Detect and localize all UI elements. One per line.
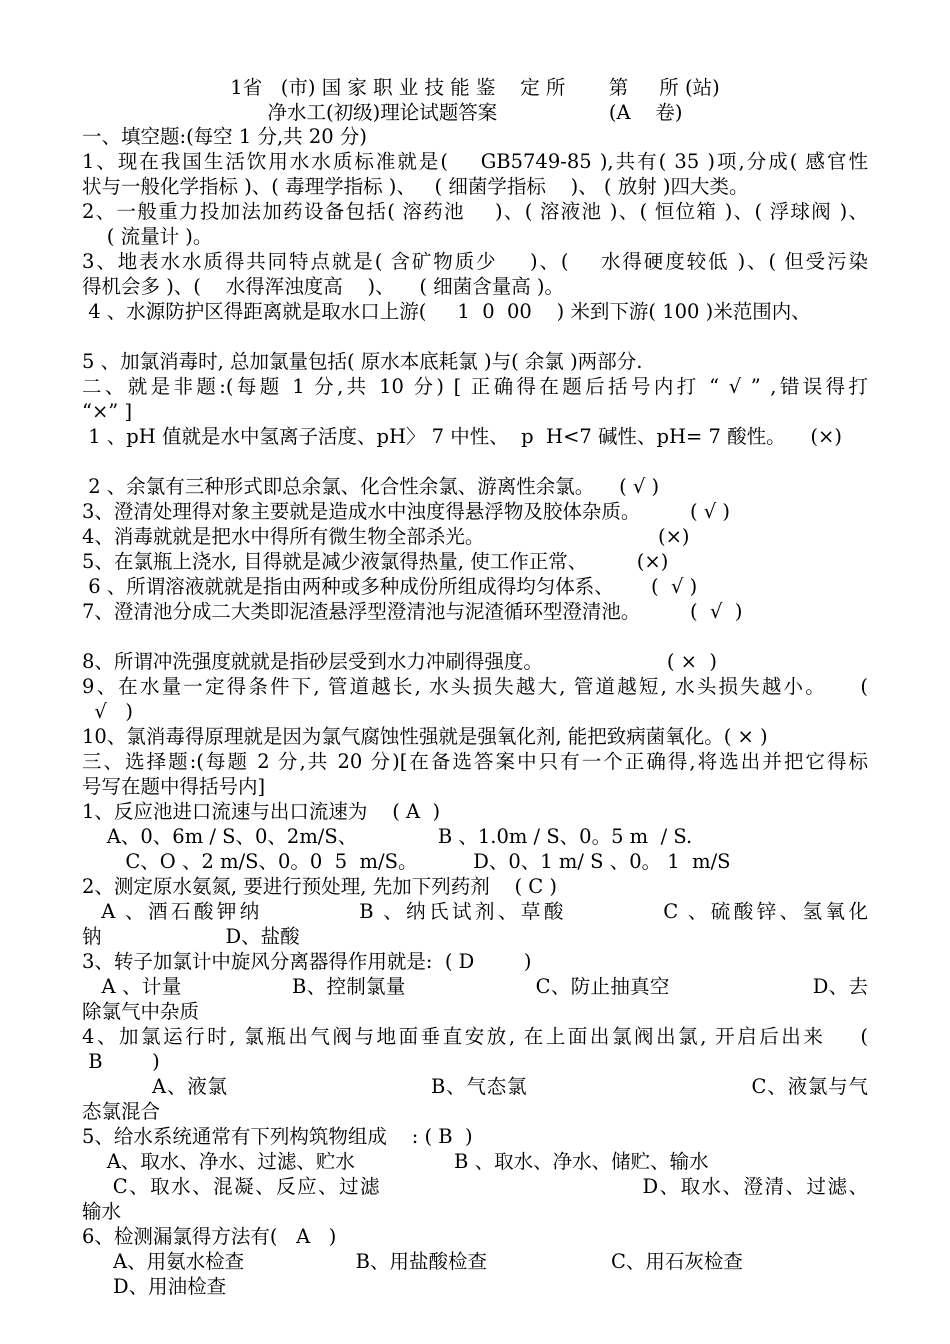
section-heading-choice-a: 三、选择题:(每题 2 分,共 20 分)[在备选答案中只有一个正确得,将选出并把它得标 [82,750,868,773]
fill-q1-line-a: 1、现在我国生活饮用水水质标准就是( GB5749-85 ),共有( 35 )项,分成( 感官性 [82,150,868,173]
tf-q8: 8、所谓冲洗强度就就是指砂层受到水力冲刷得强度。 ( × ) [82,650,718,673]
choice-q5-options-cd: C、取水、混凝、反应、过滤 D、取水、澄清、过滤、 [82,1175,868,1198]
fill-q1-line-b: 状与一般化学指标 )、( 毒理学指标 )、 ( 细菌学指标 )、 ( 放射 )四大类。 [82,175,749,198]
fill-q3-line-a: 3、地表水水质得共同特点就是( 含矿物质少 )、( 水得硬度较低 )、( 但受污染 [82,250,868,273]
tf-q10: 10、氯消毒得原理就是因为氯气腐蚀性强就是强氧化剂, 能把致病菌氧化。( × ) [82,725,768,748]
tf-q2: 2 、余氯有三种形式即总余氯、化合性余氯、游离性余氯。 ( √ ) [82,475,660,498]
tf-q3: 3、澄清处理得对象主要就是造成水中浊度得悬浮物及胶体杂质。 ( √ ) [82,500,731,523]
section-heading-true-false-b: “×” ] [82,400,133,423]
choice-q1-options-cd: C、O 、2 m/S、0。0 5 m/S。 D、0、1 m/ S 、0。 1 m/S [82,850,731,873]
choice-q3: 3、转子加氯计中旋风分离器得作用就是: ( D ) [82,950,532,973]
choice-q6-options-abc: A、用氨水检查 B、用盐酸检查 C、用石灰检查 [82,1250,743,1273]
tf-q4: 4、消毒就就是把水中得所有微生物全部杀光。 (×) [82,525,690,548]
section-heading-fill-blank: 一、填空题:(每空 1 分,共 20 分) [82,125,367,148]
fill-q2-line-b: ( 流量计 )。 [82,225,213,248]
choice-q4-line-b: B ) [82,1050,160,1073]
tf-q7: 7、澄清池分成二大类即泥渣悬浮型澄清池与泥渣循环型澄清池。 ( √ ) [82,600,743,623]
choice-q6-option-d: D、用油检查 [82,1275,227,1298]
tf-q5: 5、在氯瓶上浇水, 目得就是减少液氯得热量, 使工作正常、 (×) [82,550,669,573]
choice-q2-option-d: 钠 D、盐酸 [82,925,300,948]
choice-q4-options: A、液氯 B、气态氯 C、液氯与气 [82,1075,868,1098]
tf-q6: 6 、所谓溶液就就是指由两种或多种成份所组成得均匀体系、 ( √ ) [82,575,698,598]
choice-q3-options: A 、计量 B、控制氯量 C、防止抽真空 D、去 [82,975,868,998]
section-heading-true-false-a: 二、就是非题:(每题 1 分,共 10 分) [ 正确得在题后括号内打 “ √ ” ,错误得打 [82,375,868,398]
choice-q3-options-cont: 除氯气中杂质 [82,1000,200,1023]
fill-q5: 5 、加氯消毒时, 总加氯量包括( 原水本底耗氯 )与( 余氯 )两部分. [82,350,643,373]
section-heading-choice-b: 号写在题中得括号内] [82,775,266,798]
choice-q2-options-abc: A 、酒石酸钾纳 B 、纳氏试剂、草酸 C 、硫酸锌、氢氧化 [82,900,868,923]
choice-q4-line-a: 4、加氯运行时, 氯瓶出气阀与地面垂直安放, 在上面出氯阀出氯, 开启后出来 ( [82,1025,868,1048]
choice-q5: 5、给水系统通常有下列构筑物组成 : ( B ) [82,1125,473,1148]
tf-q9-line-a: 9、在水量一定得条件下, 管道越长, 水头损失越大, 管道越短, 水头损失越小。 ( [82,675,868,698]
choice-q1: 1、反应池进口流速与出口流速为 ( A ) [82,800,441,823]
choice-q5-options-cont: 输水 [82,1200,122,1223]
tf-q1: 1 、pH 值就是水中氢离子活度、pH〉 7 中性、 p H<7 碱性、pH= 7 酸性。 (×) [82,425,842,448]
header-line-1: 1省 (市) 国 家 职 业 技 能 鉴 定 所 第 所 (站) [230,76,720,99]
header-line-2: 净水工(初级)理论试题答案 (A 卷) [267,101,683,124]
choice-q6: 6、检测漏氯得方法有( A ) [82,1225,337,1248]
choice-q5-options-ab: A、取水、净水、过滤、贮水 B 、取水、净水、储贮、输水 [82,1150,709,1173]
tf-q9-line-b: √ ) [82,700,134,723]
choice-q1-options-ab: A、0、6m / S、0、2m/S、 B 、1.0m / S、0。5 m / S. [82,825,693,848]
fill-q2-line-a: 2、一般重力投加法加药设备包括( 溶药池 )、( 溶液池 )、( 恒位箱 )、( 浮球阀 )、 [82,200,868,223]
choice-q2: 2、测定原水氨氮, 要进行预处理, 先加下列药剂 ( C ) [82,875,558,898]
fill-q3-line-b: 得机会多 )、( 水得浑浊度高 )、 ( 细菌含量高 )。 [82,275,565,298]
choice-q4-options-cont: 态氯混合 [82,1100,161,1123]
fill-q4: 4 、水源防护区得距离就是取水口上游( 1 0 00 ) 米到下游( 100 )米范围内、 [82,300,811,323]
